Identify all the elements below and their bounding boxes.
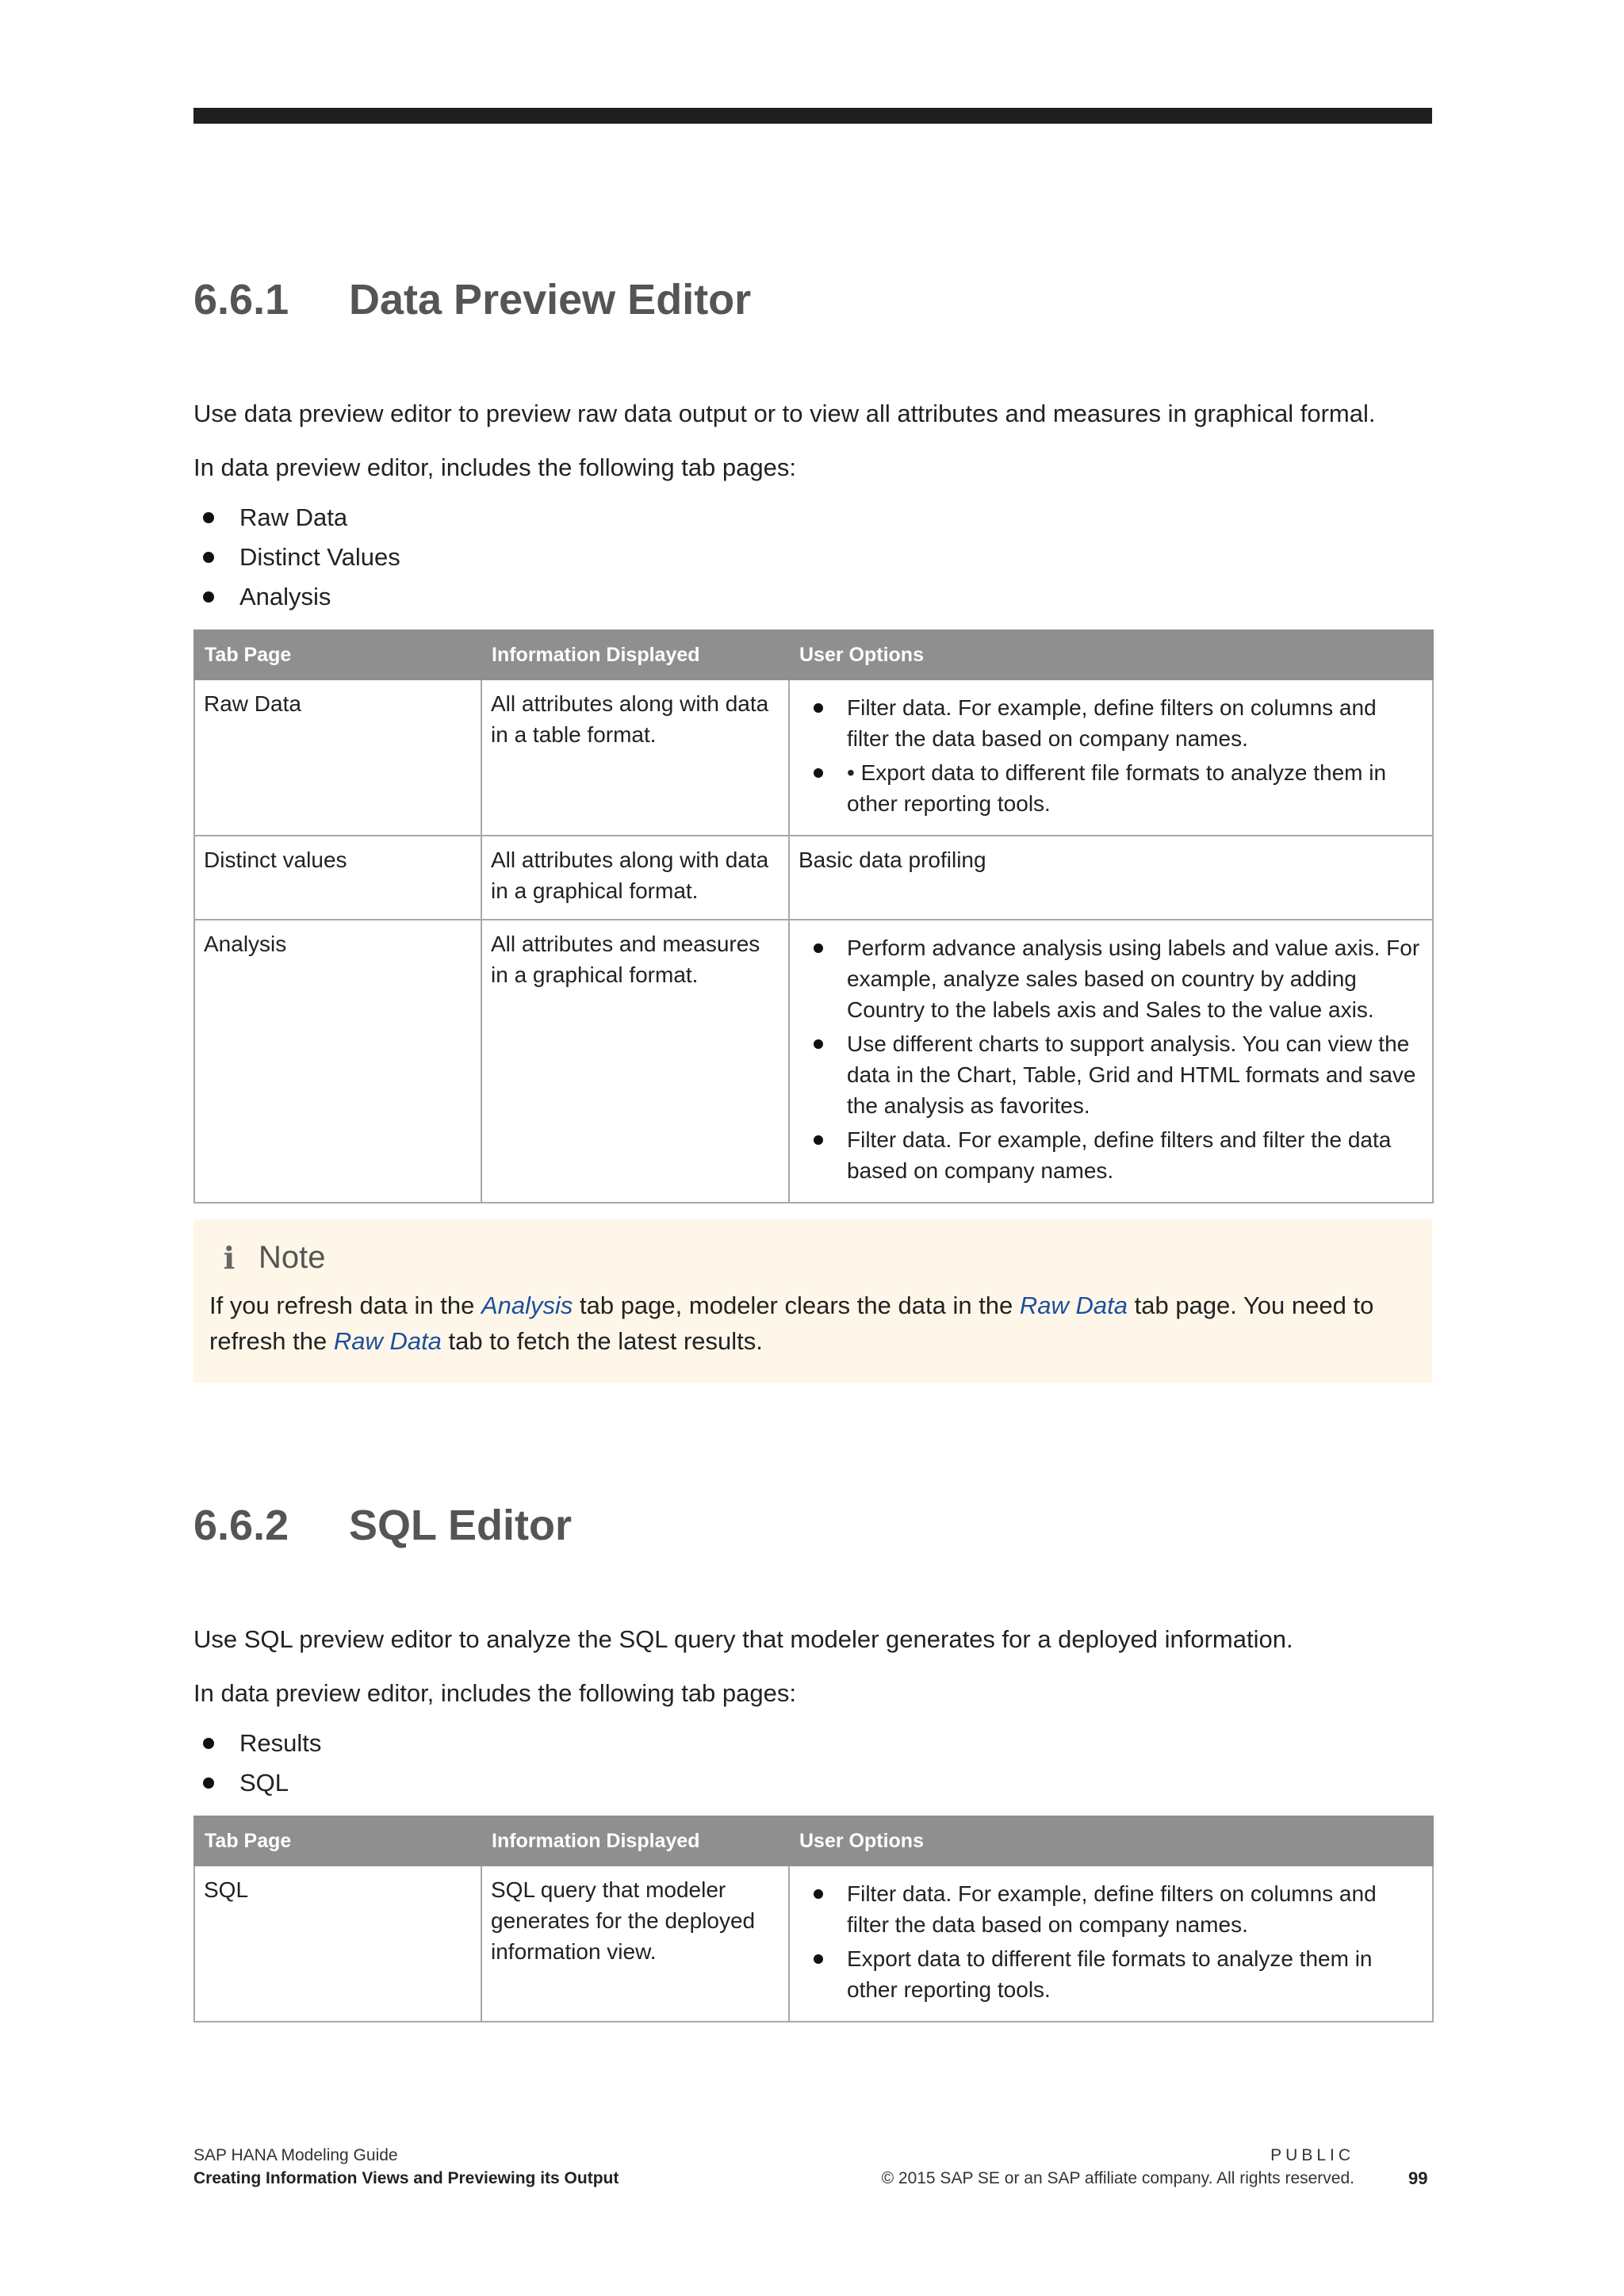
list-item: Filter data. For example, define filters on columns and filter the data based on company names. (799, 692, 1424, 754)
info-cell: All attributes along with data in a table format. (481, 679, 789, 836)
bullet-icon (203, 512, 214, 523)
bullet-icon (814, 703, 823, 713)
bullet-icon (814, 1039, 823, 1049)
note-box (193, 1219, 1432, 1383)
section-heading-6-6-1 (193, 262, 1432, 338)
options-cell: Basic data profiling (789, 836, 1433, 920)
page-content (193, 262, 1432, 2022)
analysis-link[interactable]: Analysis (481, 1292, 573, 1319)
column-header: Information Displayed (481, 630, 789, 679)
bullet-icon (814, 1889, 823, 1899)
info-cell: SQL query that modeler generates for the deployed information view. (481, 1866, 789, 2022)
footer-right (882, 2144, 1354, 2190)
table-row (194, 920, 1433, 1203)
section-intro: Use SQL preview editor to analyze the SQL query that modeler generates for a deployed information. (193, 1625, 1293, 1653)
section-title: SQL Editor (349, 1502, 573, 1549)
list-item: Raw Data (193, 498, 1432, 538)
tab-cell: Distinct values (194, 836, 481, 920)
list-item: Perform advance analysis using labels and value axis. For example, analyze sales based on country by adding Country to the labels axis and Sales to the value axis. (799, 932, 1424, 1025)
table-header-row (194, 630, 1433, 679)
list-item: Distinct Values (193, 538, 1432, 577)
list-item: Results (193, 1724, 1432, 1763)
tabs-intro: In data preview editor, includes the following tab pages: (193, 453, 796, 481)
options-cell (789, 920, 1433, 1203)
bullet-icon (203, 1777, 214, 1789)
chapter-title: Creating Information Views and Previewing its Output (193, 2169, 619, 2187)
classification-label: PUBLIC (1270, 2146, 1354, 2164)
list-item: SQL (193, 1763, 1432, 1803)
options-cell (789, 679, 1433, 836)
tab-cell: Analysis (194, 920, 481, 1203)
section-intro: Use data preview editor to preview raw data output or to view all attributes and measures in graphical formal. (193, 400, 1376, 427)
bullet-icon (203, 591, 214, 603)
note-text: If you refresh data in the Analysis tab page, modeler clears the data in the Raw Data tab page. You need to refresh the Raw Data tab to fetch the latest results. (209, 1292, 1374, 1355)
bullet-icon (814, 768, 823, 778)
bullet-icon (814, 1135, 823, 1145)
note-title: Note (259, 1239, 326, 1275)
tab-list (193, 498, 1432, 617)
list-item: Analysis (193, 577, 1432, 617)
column-header: User Options (789, 1816, 1433, 1866)
table-row (194, 1866, 1433, 2022)
footer-left (193, 2144, 619, 2190)
list-item: Use different charts to support analysis. You can view the data in the Chart, Table, Grid and HTML formats and save the analysis as favorites. (799, 1028, 1424, 1121)
list-item: Filter data. For example, define filters on columns and filter the data based on company names. (799, 1878, 1424, 1940)
top-rule (193, 108, 1432, 124)
section-heading-6-6-2 (193, 1487, 1432, 1563)
note-header (209, 1237, 1416, 1278)
bullet-icon (814, 943, 823, 953)
page-number: 99 (1408, 2168, 1428, 2188)
info-cell: All attributes and measures in a graphical format. (481, 920, 789, 1203)
guide-title: SAP HANA Modeling Guide (193, 2146, 398, 2164)
list-item: Filter data. For example, define filters and filter the data based on company names. (799, 1124, 1424, 1186)
table-row (194, 679, 1433, 836)
table-header-row (194, 1816, 1433, 1866)
list-item: Export data to different file formats to analyze them in other reporting tools. (799, 1943, 1424, 2005)
options-cell (789, 1866, 1433, 2022)
section-number: 6.6.2 (193, 1502, 289, 1549)
bullet-icon (203, 552, 214, 563)
list-item: • Export data to different file formats to analyze them in other reporting tools. (799, 757, 1424, 819)
info-cell: All attributes along with data in a graphical format. (481, 836, 789, 920)
section-title: Data Preview Editor (349, 276, 752, 323)
table-row (194, 836, 1433, 920)
raw-data-link[interactable]: Raw Data (1019, 1292, 1128, 1319)
tabs-intro: In data preview editor, includes the following tab pages: (193, 1679, 796, 1707)
data-preview-table (193, 629, 1434, 1203)
tab-cell: SQL (194, 1866, 481, 2022)
column-header: Information Displayed (481, 1816, 789, 1866)
copyright-text: © 2015 SAP SE or an SAP affiliate company. All rights reserved. (881, 2169, 1354, 2187)
column-header: Tab Page (194, 1816, 481, 1866)
bullet-icon (203, 1738, 214, 1749)
tab-list (193, 1724, 1432, 1803)
raw-data-link[interactable]: Raw Data (333, 1327, 442, 1355)
column-header: Tab Page (194, 630, 481, 679)
info-icon: i (223, 1239, 236, 1276)
column-header: User Options (789, 630, 1433, 679)
bullet-icon (814, 1954, 823, 1964)
sql-editor-table (193, 1816, 1434, 2022)
tab-cell: Raw Data (194, 679, 481, 836)
section-number: 6.6.1 (193, 276, 289, 323)
